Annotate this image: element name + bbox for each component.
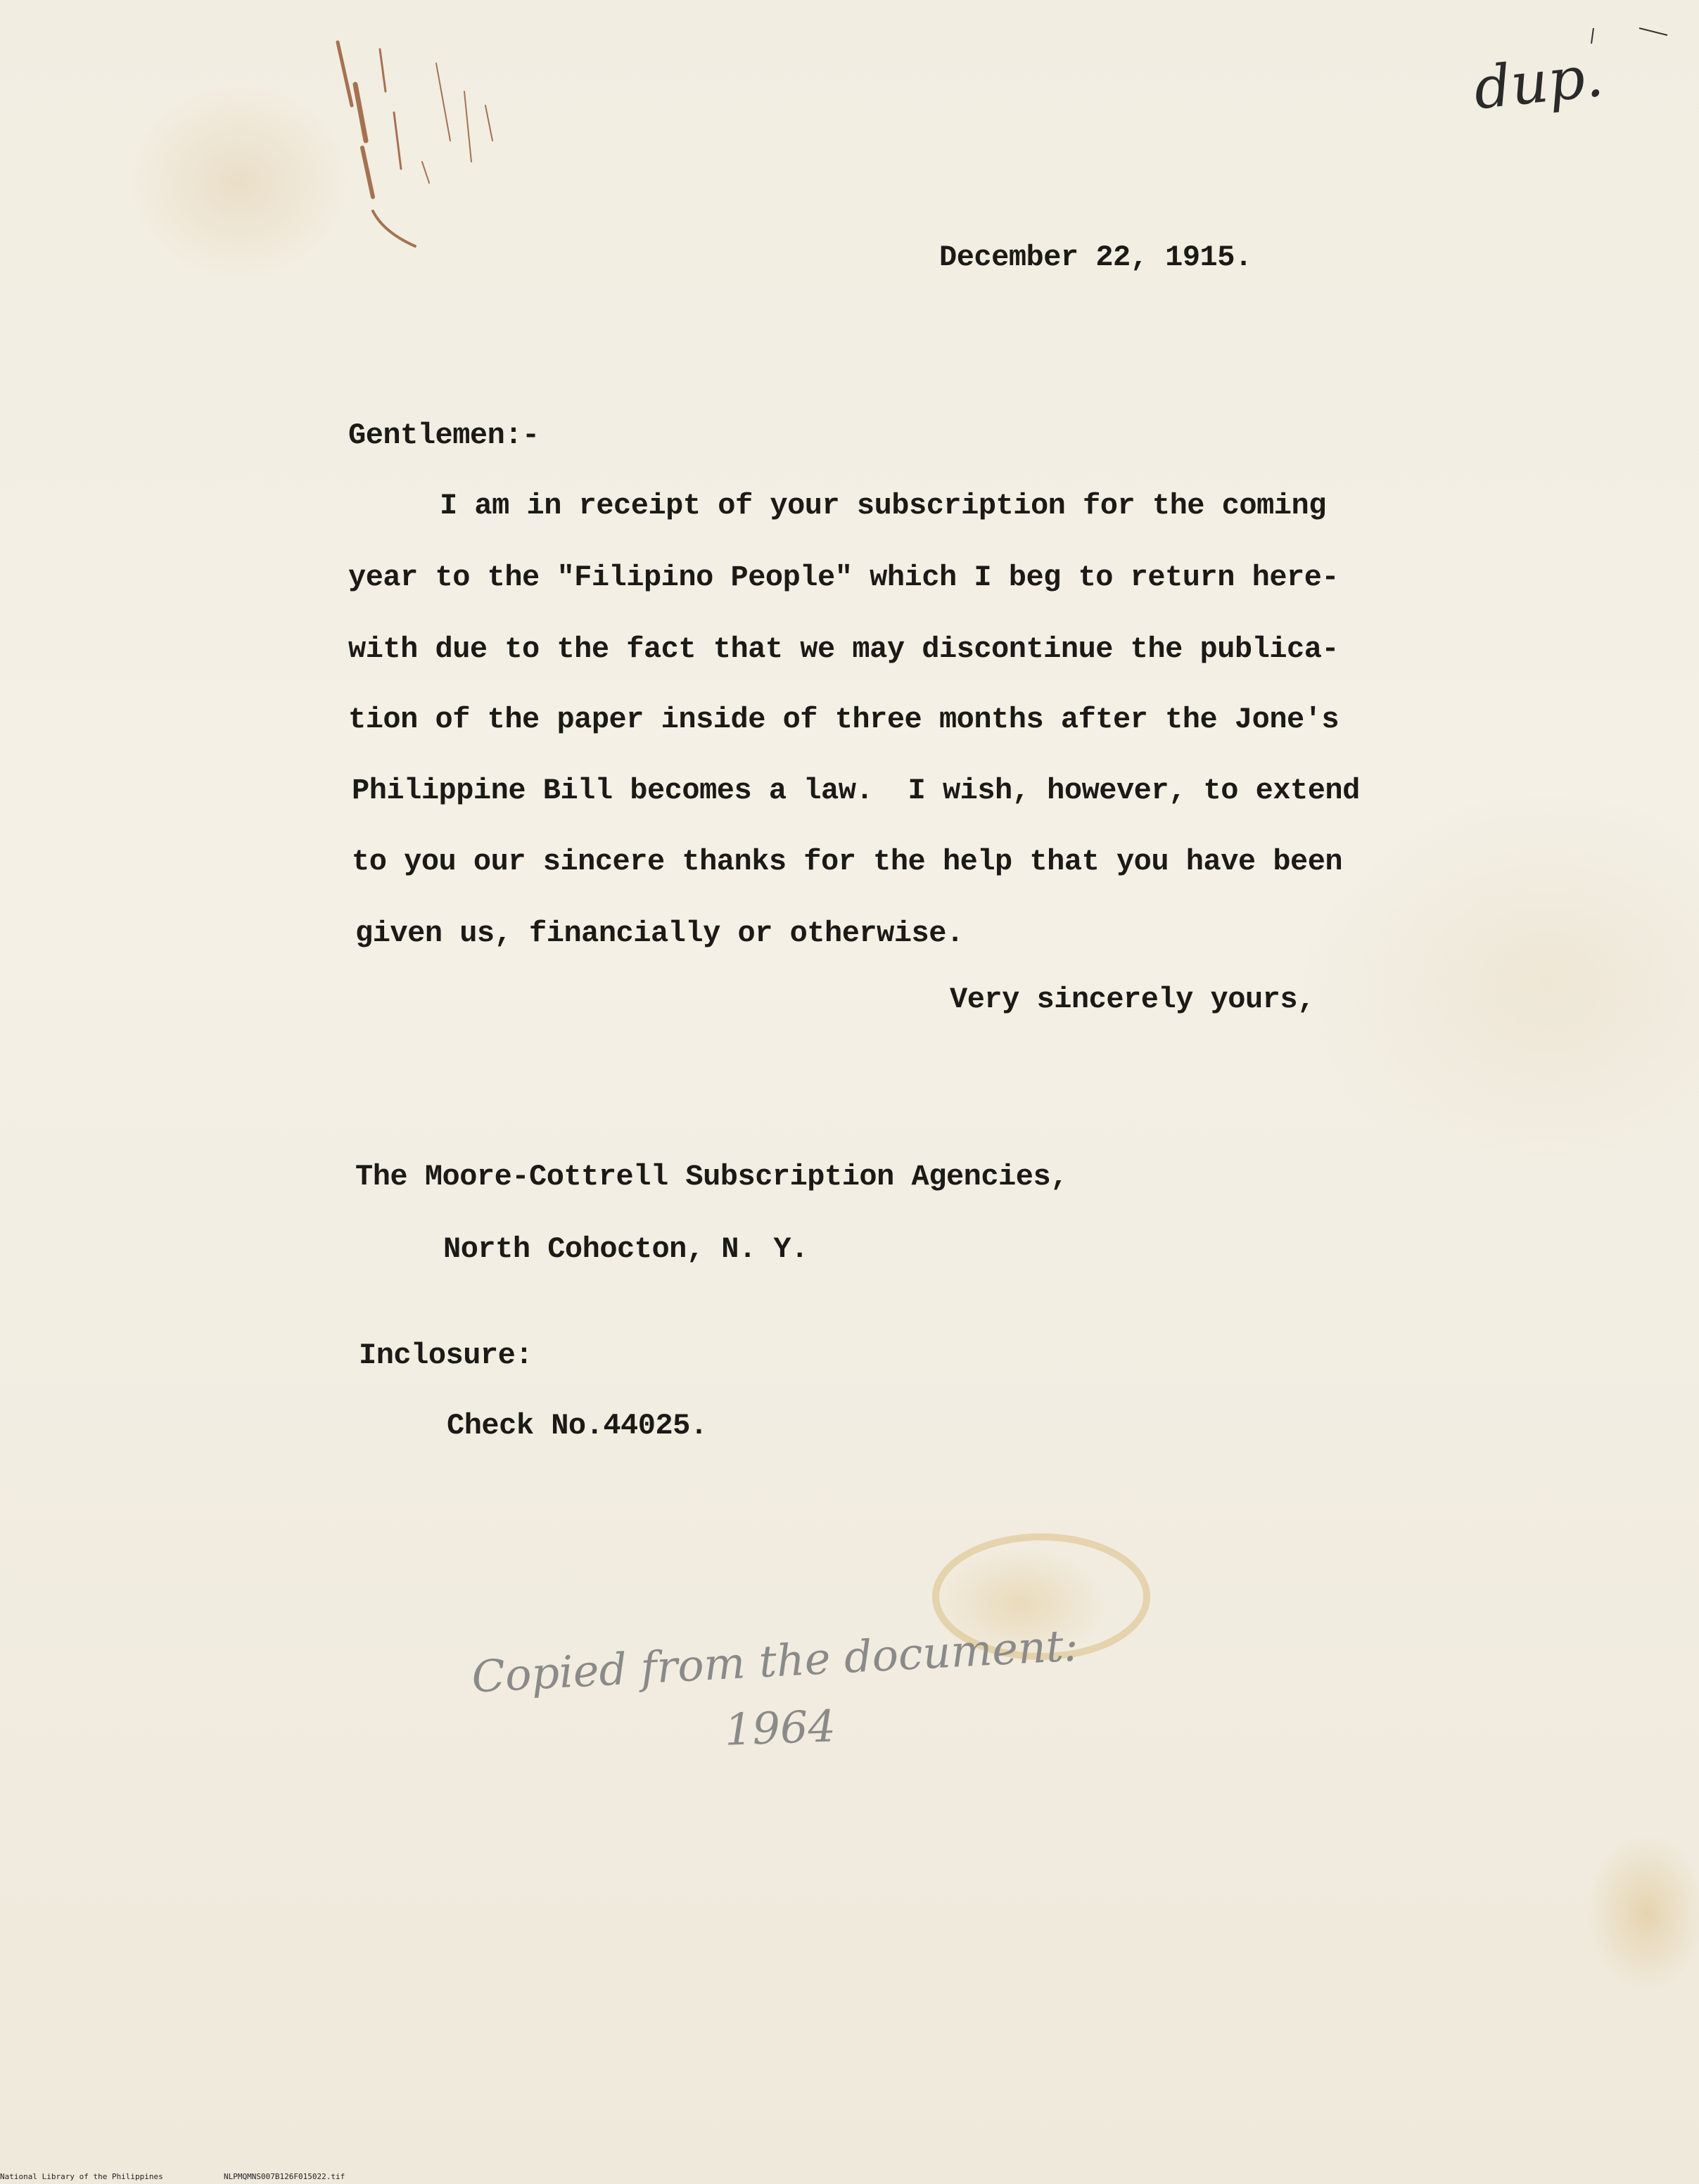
letter-body-line: given us, financially or otherwise.	[355, 917, 964, 950]
corner-note-handwriting: dup.	[1470, 42, 1607, 123]
letter-body-line: year to the "Filipino People" which I beg to return here-	[348, 561, 1340, 594]
rust-stain-marks	[338, 42, 492, 246]
recipient-name: The Moore-Cottrell Subscription Agencies,	[355, 1160, 1068, 1194]
recipient-address: North Cohocton, N. Y.	[443, 1232, 808, 1266]
letter-body-line: to you our sincere thanks for the help that you have been	[352, 845, 1343, 879]
enclosure-label: Inclosure:	[359, 1339, 533, 1372]
letter-date: December 22, 1915.	[939, 241, 1252, 274]
copy-note-handwriting: Copied from the document:	[470, 1619, 1080, 1703]
enclosure-item: Check No.44025.	[447, 1409, 708, 1443]
letter-body-line: Philippine Bill becomes a law. I wish, however, to extend	[352, 774, 1360, 807]
letter-body-line: with due to the fact that we may discontinue the publica-	[348, 632, 1340, 666]
copy-note-year: 1964	[723, 1700, 837, 1756]
corner-tick	[1591, 28, 1667, 44]
letter-body-line: tion of the paper inside of three months after the Jone's	[348, 703, 1340, 736]
letter-salutation: Gentlemen:-	[348, 419, 540, 452]
footer-filename: NLPMQMNS007B126F015022.tif	[224, 2172, 345, 2181]
footer-library-name: National Library of the Philippines	[0, 2172, 163, 2181]
letter-closing: Very sincerely yours,	[950, 983, 1315, 1016]
letter-body-line: I am in receipt of your subscription for the coming	[440, 489, 1326, 523]
